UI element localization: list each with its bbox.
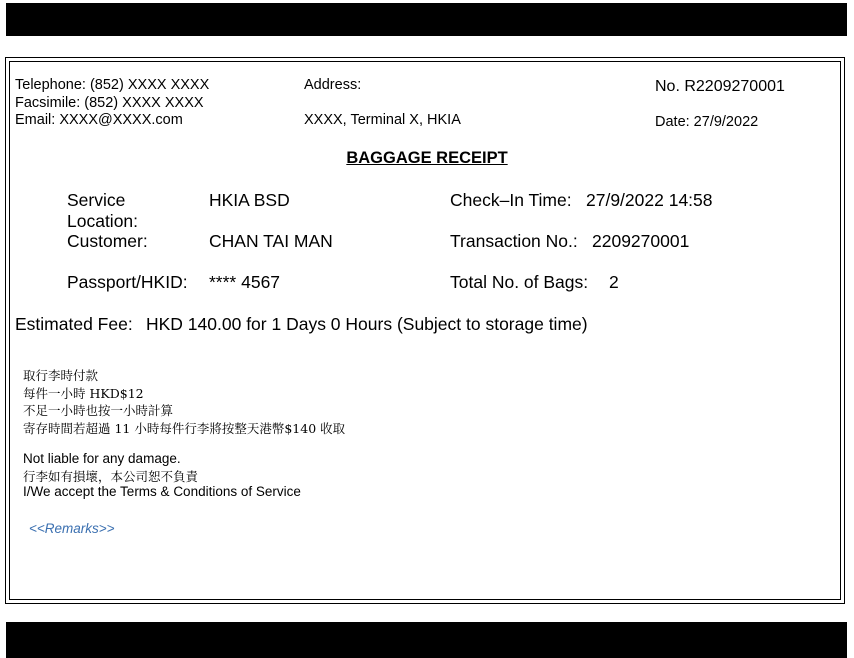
bottom-black-bar (6, 622, 847, 658)
checkin-time-label: Check–In Time: (450, 190, 572, 210)
passport-label: Passport/HKID: (67, 272, 188, 292)
terms-line-3: 不足一小時也按一小時計算 (23, 403, 174, 418)
receipt-date: Date: 27/9/2022 (655, 114, 759, 130)
terms-line-1: 取行李時付款 (23, 368, 99, 383)
estimated-fee-label: Estimated Fee: (15, 314, 133, 334)
top-black-bar (6, 3, 847, 36)
service-location-value: HKIA BSD (209, 190, 290, 210)
total-bags-label: Total No. of Bags: (450, 272, 589, 292)
estimated-fee-value: HKD 140.00 for 1 Days 0 Hours (Subject to storage time) (146, 314, 588, 334)
address-label: Address: (304, 77, 362, 93)
not-liable-text: Not liable for any damage. (23, 451, 181, 466)
checkin-time-value: 27/9/2022 14:58 (586, 190, 713, 210)
page-title: BAGGAGE RECEIPT (346, 149, 508, 167)
receipt-number: No. R2209270001 (655, 78, 785, 95)
service-location-label-line1: Service (67, 190, 126, 210)
facsimile-text: Facsimile: (852) XXXX XXXX (15, 95, 204, 111)
email-text: Email: XXXX@XXXX.com (15, 112, 183, 128)
accept-terms-text: I/We accept the Terms & Conditions of Service (23, 484, 301, 499)
transaction-number-value: 2209270001 (592, 231, 690, 251)
customer-value: CHAN TAI MAN (209, 231, 333, 251)
not-liable-cjk-text: 行李如有損壞，本公司恕不負責 (23, 469, 199, 484)
total-bags-value: 2 (609, 272, 619, 292)
terms-line-4: 寄存時間若超過 11 小時每件行李將按整天港幣$140 收取 (23, 421, 346, 436)
terms-line-2: 每件一小時 HKD$12 (23, 386, 144, 401)
passport-value: **** 4567 (209, 272, 281, 292)
customer-label: Customer: (67, 231, 148, 251)
telephone-text: Telephone: (852) XXXX XXXX (15, 77, 210, 93)
transaction-number-label: Transaction No.: (450, 231, 578, 251)
address-value: XXXX, Terminal X, HKIA (304, 112, 461, 128)
remarks-text: <<Remarks>> (29, 521, 115, 536)
service-location-label-line2: Location: (67, 211, 139, 231)
